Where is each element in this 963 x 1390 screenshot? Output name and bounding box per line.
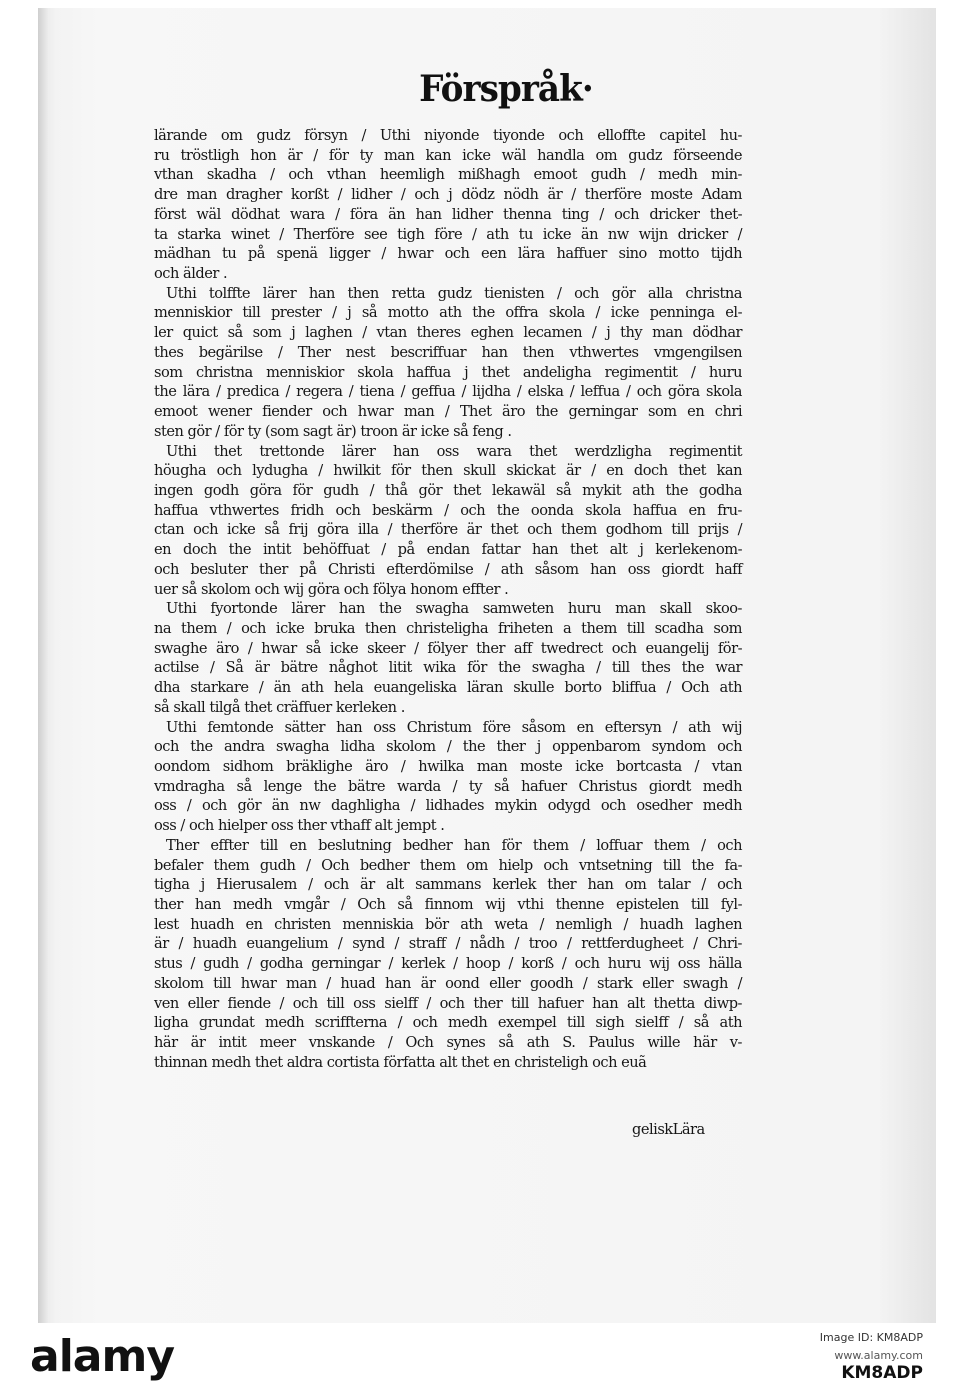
paragraph — [154, 718, 742, 836]
text-line: emoot wener fiender och hwar man / Thet äro the gerningar som en chri — [154, 403, 742, 421]
text-line: befaler them gudh / Och bedher them om hielp och vntsetning till the fa- — [154, 856, 742, 874]
text-line: lärande om gudz försyn / Uthi niyonde tiyonde och elloffte capitel hu- — [154, 127, 742, 144]
paragraph — [154, 126, 742, 284]
text-line: så skall tilgå thet cräffuer kerleken . — [154, 698, 405, 716]
text-line: är / huadh euangelium / synd / straff / nådh / troo / rettferdugheet / Chri- — [154, 935, 742, 953]
text-line: ingen godh göra för gudh / thå gör thet lekawäl så mykit ath the godha — [154, 481, 742, 499]
text-line: och besluter ther på Christi efterdömilse / ath såsom han oss giordt haff — [154, 560, 742, 578]
text-line: stus / gudh / godha gerningar / kerlek / hoop / korß / och huru wij oss hälla — [154, 955, 742, 973]
page-gutter-shadow — [38, 8, 48, 1323]
text-line: the lära / predica / regera / tiena / geffua / lijdha / elska / leffua / och göra skola — [154, 383, 742, 401]
text-line: ther han medh vmgår / Och så finnom wij vthi thenne epistelen till fyl- — [154, 896, 742, 914]
paragraph — [154, 442, 742, 600]
text-line: ru tröstligh hon är / för ty man kan icke wäl handla om gudz förseende — [154, 146, 742, 164]
text-line: och älder . — [154, 265, 228, 283]
scanned-page — [38, 8, 936, 1323]
text-line: menniskior till prester / j så motto ath the offra skola / icke penninga el- — [154, 304, 742, 322]
paragraph — [154, 599, 742, 717]
text-line: sten gör / för ty (som sagt är) troon är icke så feng . — [154, 422, 512, 440]
text-line: Uthi fyortonde lärer han the swagha samweten huru man skall skoo- — [166, 600, 742, 618]
text-line: Uthi thet trettonde lärer han oss wara thet werdzligha regimentit — [166, 442, 742, 460]
text-line: oss / och hielper oss ther vthaff alt jempt . — [154, 817, 445, 835]
text-line: na them / och icke bruka then christeligha friheten a them till scadha som — [154, 619, 742, 637]
text-line: haffua vthwertes fridh och beskärm / och the oonda skola haffua en fru- — [154, 501, 742, 519]
text-line: som christna menniskior skola haffua j thet andeligha regimentit / huru — [154, 363, 742, 381]
text-line: vmdragha så lenge the bätre warda / ty så hafuer Christus giordt medh — [154, 777, 742, 795]
text-line: swaghe äro / hwar så icke skeer / fölyer ther aff twedrect och euangelij för- — [154, 639, 742, 657]
text-line: vthan skadha / och vthan heemligh mißhagh emoot gudh / medh min- — [154, 166, 742, 184]
text-line: ler quict så som j laghen / vtan theres eghen lecamen / j thy man dödhar — [154, 324, 742, 342]
text-line: mädhan tu på spenä ligger / hwar och een lära haffuer sino motto tijdh — [154, 245, 742, 263]
text-line: skolom till hwar man / huad han är oond eller goodh / stark eller swagh / — [154, 974, 742, 992]
text-line: thinnan medh thet aldra cortista författa alt thet en christeligh och euã — [154, 1053, 647, 1071]
image-id-label: Image ID: KM8ADP — [819, 1331, 923, 1344]
text-line: och the andra swagha lidha skolom / the ther j oppenbarom syndom och — [154, 738, 742, 756]
text-line: Ther effter till en beslutning bedher han för them / loffuar them / och — [166, 836, 742, 854]
text-line: här är intit meer vnskande / Och synes så ath S. Paulus wille här v- — [154, 1034, 742, 1052]
catchword: geliskLära — [632, 1121, 705, 1138]
stock-watermark-bar — [0, 1323, 963, 1390]
watermark-url: www.alamy.com — [834, 1349, 923, 1362]
text-line: Uthi femtonde sätter han oss Christum före såsom en eftersyn / ath wij — [166, 718, 742, 736]
text-line: uer så skolom och wij göra och fölya honom effter . — [154, 580, 509, 598]
text-line: ligha grundat medh scriffterna / och medh exempel till sigh sielff / så ath — [154, 1014, 742, 1032]
text-line: actilse / Så är bätre någhot litit wika för the swagha / till thes the war — [154, 659, 742, 677]
body-text — [154, 126, 742, 1073]
text-line: ctan och icke så frij göra illa / therföre är thet och them godhom till prijs / — [154, 521, 742, 539]
text-line: dha starkare / än ath hela euangeliska läran skulle borto bliffua / Och ath — [154, 679, 742, 697]
text-line: ven eller fiende / och till oss sielff / och ther till hafuer han alt thetta diwp- — [154, 994, 742, 1012]
page-heading: Förspråk· — [419, 68, 593, 110]
paragraph — [154, 284, 742, 442]
text-line: höugha och lydugha / hwilkit för then skull skickat är / en doch thet kan — [154, 462, 742, 480]
text-line: dre man dragher korßt / lidher / och j dödz nödh är / therföre moste Adam — [154, 186, 742, 204]
text-line: tigha j Hierusalem / och är alt sammans kerlek ther han om talar / och — [154, 876, 742, 894]
image-id-code: KM8ADP — [841, 1363, 923, 1383]
text-line: lest huadh en christen menniskia bör ath weta / nemligh / huadh laghen — [154, 915, 742, 933]
paragraph — [154, 836, 742, 1073]
text-line: oondom sidhom bräklighe äro / hwilka man moste icke bortcasta / vtan — [154, 758, 742, 775]
text-line: först wäl dödhat wara / föra än han lidher thenna ting / och dricker thet- — [154, 205, 742, 223]
text-line: oss / och gör än nw daghligha / lidhades mykin odygd och osedher medh — [154, 797, 742, 815]
alamy-logo: alamy — [30, 1331, 174, 1382]
text-line: thes begärilse / Ther nest bescriffuar han then vthwertes vmgengilsen — [154, 343, 742, 361]
text-line: Uthi tolffte lärer han then retta gudz tienisten / och gör alla christna — [166, 284, 742, 302]
text-line: en doch the intit behöffuat / på endan fattar han thet alt j kerlekenom- — [154, 541, 742, 559]
text-line: ta starka winet / Therföre see tigh före / ath tu icke än nw wijn dricker / — [154, 225, 742, 243]
